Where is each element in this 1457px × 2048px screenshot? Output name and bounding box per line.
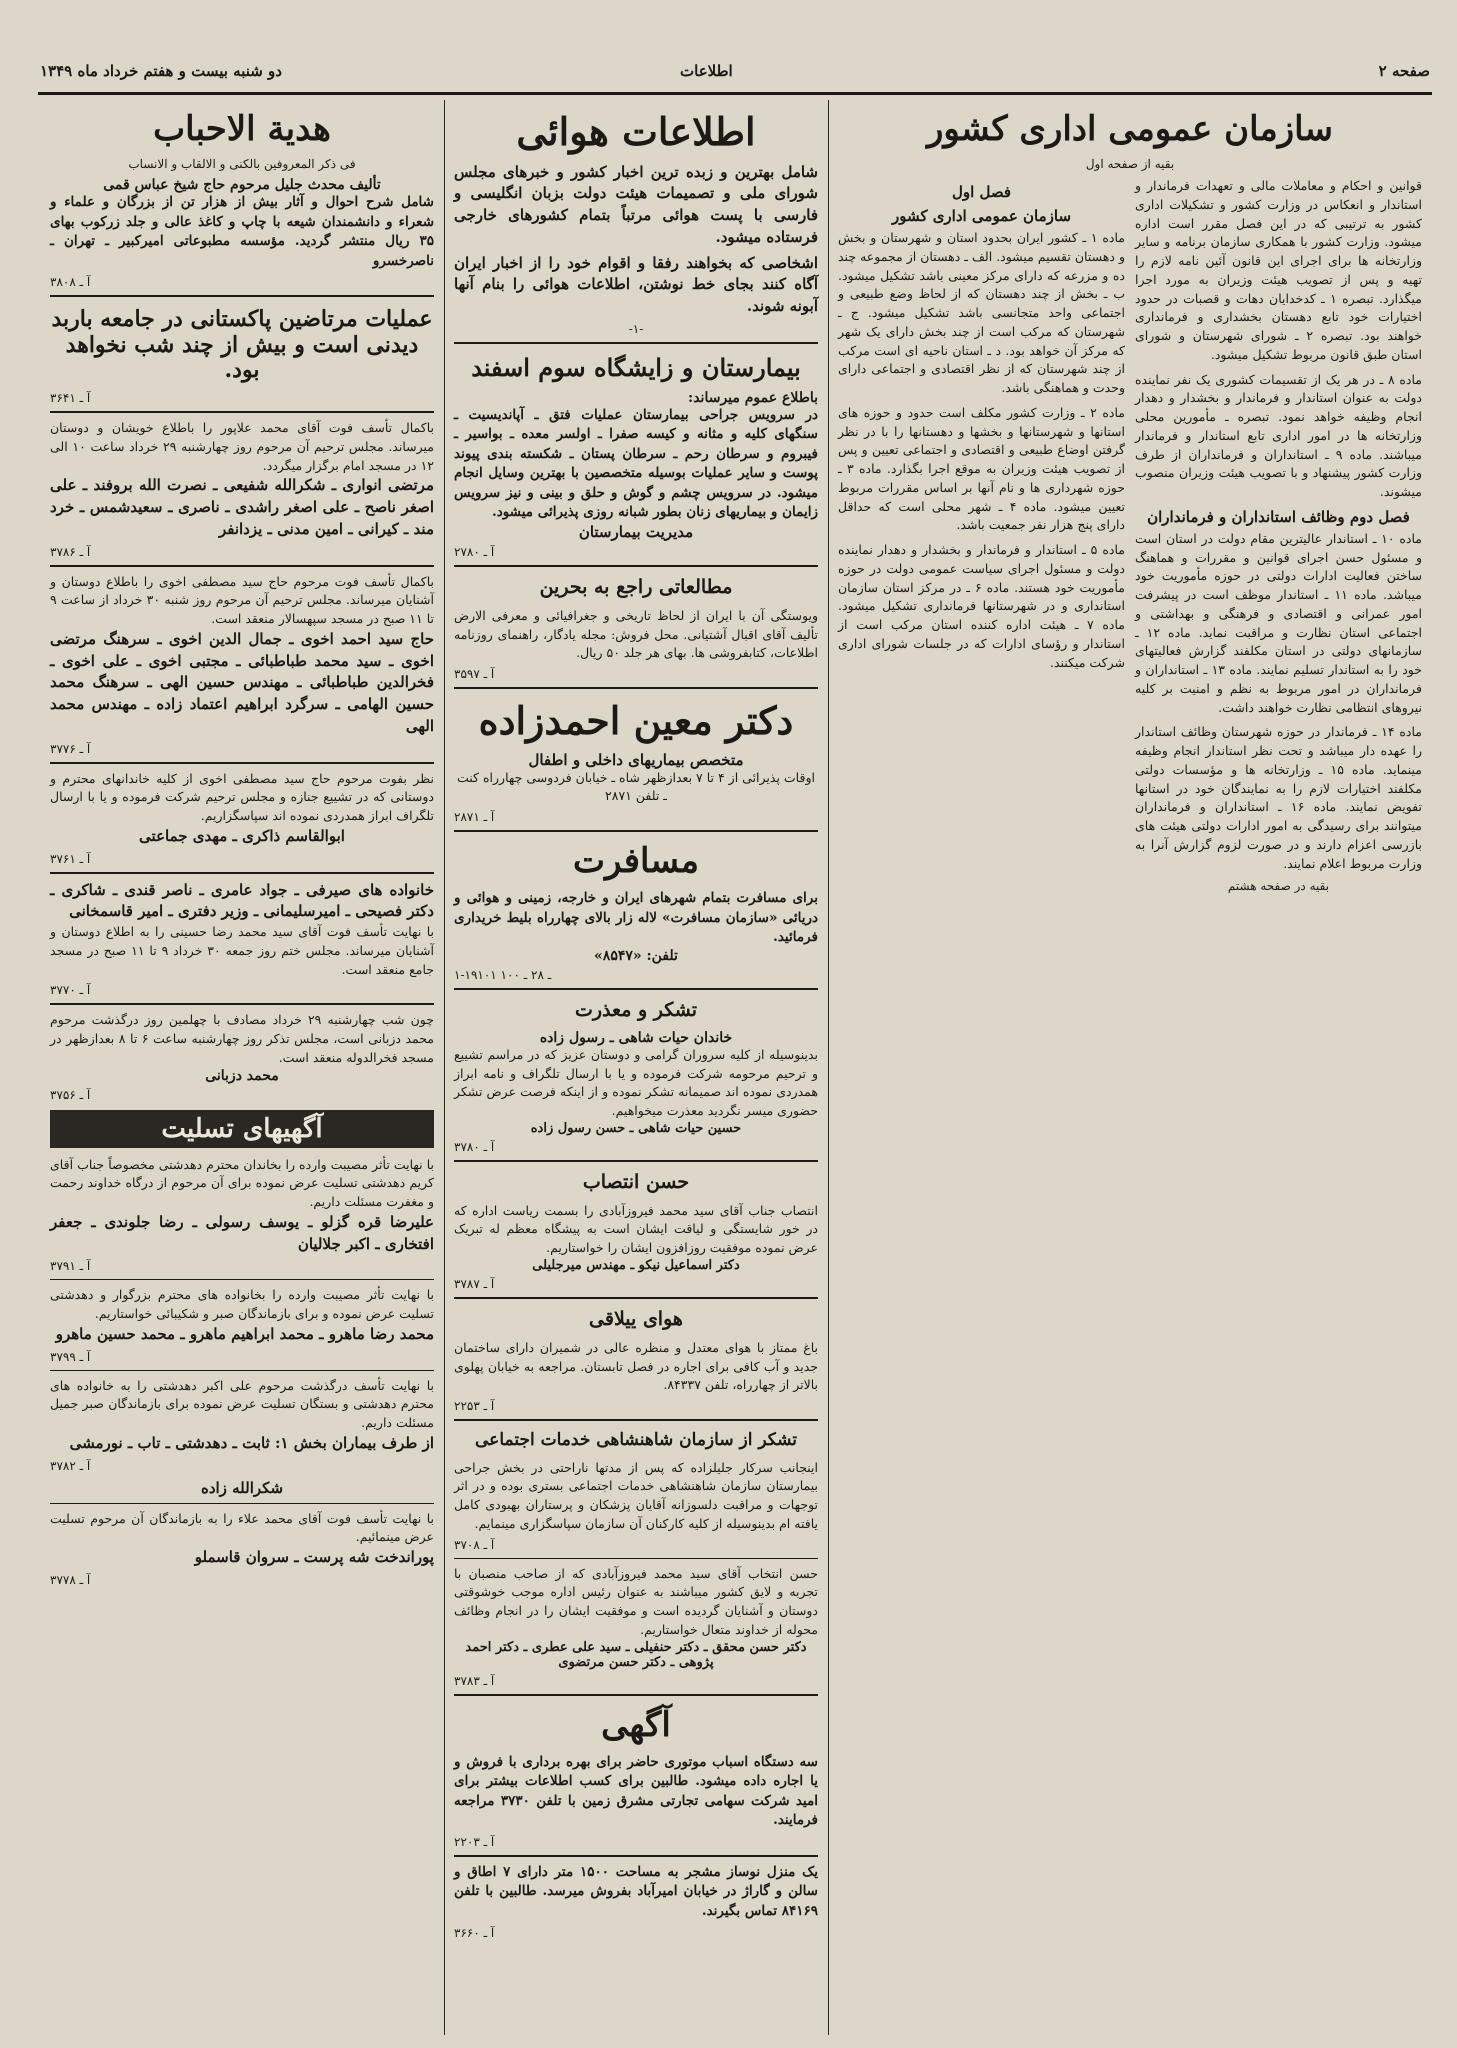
ad-code: ۱-۱۹۱۰۱ ـ ۲۸ ـ ۱۰۰ <box>454 967 552 982</box>
ad-title: حسن انتصاب <box>582 1170 690 1193</box>
ad-text: شامل بهترین و زبده ترین اخبار کشور و خبرهای مجلس شورای ملی و تصمیمات هیئت دولت بزبان انگلیسی و فارسی با پست هوائی مرتباً بتمام کشورهای خارجی فرستاده میشود. <box>454 162 818 246</box>
notice-signature: شکرالله زاده <box>200 1478 284 1497</box>
issue-date: دو شنبه بیست و هفتم خرداد ماه ۱۳۴۹ <box>40 62 282 80</box>
article-administration <box>828 100 1432 2035</box>
notice-names: خانواده های صیرفی ـ جواد عامری ـ ناصر قندی ـ شاکری ـ دکتر فصیحی ـ امیرسلیمانی ـ وزیر دفتری ـ امیر قاسمخانی <box>50 880 434 921</box>
ad-text: ویوستگی آن با ایران از لحاظ تاریخی و جغرافیائی و معرفی الارض تألیف آقای اقبال آشتیانی. محل فروش: مجله یادگار، راهنمای روزنامه اطلاعات، کتابفروشی ها. بهای هر جلد ۵۰ ریال. <box>454 607 818 661</box>
ad-code: آ ـ ۳۷۸۶ <box>50 544 91 559</box>
ad-title: دکتر معین احمدزاده <box>478 698 794 743</box>
notice-names: علیرضا قره گزلو ـ یوسف رسولی ـ رضا جلوندی ـ جعفر افتخاری ـ اکبر جلالیان <box>50 1212 434 1253</box>
notice-signature: محمد دزبانی <box>205 1067 279 1084</box>
ad-code: آ ـ ۲۷۸۰ <box>454 544 495 559</box>
ad-title: هدیة الاحباب <box>153 109 331 149</box>
ad-text: حسن انتخاب آقای سید محمد فیروزآبادی که از صاحب منصبان با تجربه و لایق کشور میباشند به عنوان رئیس اداره موجب خوشوقتی دوستان و آشنایان گردیده است و موفقیت ایشان را در انجام وظائف محوله از خداوند متعال خواستاریم. <box>454 1565 818 1637</box>
article-text: ماده ۱ ـ کشور ایران بحدود استان و شهرستان و بخش و دهستان تقسیم میشود. الف ـ دهستان از مجموعه چند ده و مزرعه که دارای مرکز معینی باشد تشکیل میشود. ب ـ بخش از چند دهستان که از لحاظ وضع طبیعی و اجتماعی واحد متجانسی باشد تشکیل میشود. ج ـ شهرستان که مرکب است از چند بخش دارای یک شهر که مرکز آن خواهد بود. د ـ استان ناحیه ای است مرکب از چند شهرستان که از نظر اقتصادی و اجتماعی دارای وحدت و هماهنگی باشد. <box>838 230 1125 396</box>
ad-title: تشکر و معذرت <box>575 998 697 1021</box>
ad-text: سه دستگاه اسباب موتوری حاضر برای بهره برداری با فروش و یا اجاره داده میشود. طالبین برای کسب اطلاعات بیشتر برای امید شرکت سهامی تجارتی مشرق زمین با تلفن ۳۷۳۰ مراجعه فرمایند. <box>454 1753 818 1829</box>
ad-code: آ ـ ۳۷۶۱ <box>50 851 91 866</box>
ad-code: آ ـ ۳۷۸۳ <box>454 1673 495 1688</box>
article-text: ماده ۱۰ ـ استاندار عالیترین مقام دولت در استان است و مسئول حسن اجرای قوانین و مقررات و هماهنگ ساختن فعالیت ادارات دولتی در حوزه مأموریت خود میباشد. ماده ۱۱ ـ استاندار موظف است در پیشرفت امور عمرانی و اقتصادی و فرهنگی و بهداشتی و اجتماعی استان نظارت و مراقبت نماید. ماده ۱۲ ـ سازمانهای دولتی در استان مکلفند گزارش فعالیتهای خود را به استاندار تسلیم نمایند. ماده ۱۳ ـ استانداران و فرمانداران در امور مربوط به نظم و امنیت بر کلیه نیروهای انتظامی نظارت خواهند داشت. <box>1135 530 1422 715</box>
ad-code: آ ـ ۳۷۹۱ <box>50 1259 91 1274</box>
ad-signature: دکتر اسماعیل نیکو ـ مهندس میرجلیلی <box>532 1257 740 1273</box>
ad-text: تألیف محدث جلیل مرحوم حاج شیخ عباس قمی <box>103 177 381 194</box>
ad-code: آ ـ ۳۷۹۹ <box>50 1349 91 1364</box>
notice-text: با نهایت تأثر مصیبت وارده را بخاندان محترم دهدشتی مخصوصاً جناب آقای کریم دهدشتی تسلیت عرض نموده برای آن مرحوم از درگاه خداوند رحمت و مغفرت مسئلت داریم. <box>50 1156 434 1210</box>
ad-text: بدینوسیله از کلیه سروران گرامی و دوستان عزیز که در مراسم تشییع و ترحیم مرحومه شرکت فرموده و یا با ارسال تلگراف و نامه ابراز همدردی نموده اند صمیمانه تشکر نموده و از اینکه فرصت عرض تشکر حضوری میسر نگردید معذرت میخواهیم. <box>454 1046 818 1119</box>
ad-text: اینجانب سرکار جلیلزاده که پس از مدتها ناراحتی در بخش جراحی بیمارستان سازمان شاهنشاهی خدمات اجتماعی بستری بوده و در اثر توجهات و مراقبت دلسوزانه آقایان پزشکان و پرستاران بهبودی کامل یافته ام بدینوسیله از کلیه کارکنان آن سازمان سپاسگزاری مینمایم. <box>454 1459 818 1531</box>
ad-text: شامل شرح احوال و آثار بیش از هزار تن از بزرگان و علماء و شعراء و دانشمندان شیعه با چاپ و کاغذ عالی و جلد زرکوب بهای ۳۵ ریال منتشر گردید. مؤسسه مطبوعاتی امیرکبیر ـ تهران ـ ناصرخسرو <box>50 194 434 269</box>
ads-left-column <box>40 100 444 2035</box>
article-text: ماده ۵ ـ استاندار و فرماندار و بخشدار و دهدار نماینده دولت و مسئول اجرای سیاست عمومی دولت در حوزه مأموریت خود هستند. ماده ۶ ـ در مرکز استان سازمان استانداری و در شهرستانها فرمانداری تشکیل میشود. ماده ۷ ـ هیئت اداره کننده استان مرکب است از استاندار و رؤسای ادارات که در جلسات شورای اداری شرکت میکنند. <box>838 542 1125 670</box>
notice-text: باکمال تأسف فوت مرحوم حاج سید مصطفی اخوی را باطلاع دوستان و آشنایان میرساند. مجلس ترحیم آن مرحوم روز شنبه ۳۰ خرداد از ساعت ۹ تا ۱۱ صبح در مسجد سپهسالار منعقد است. <box>50 573 434 627</box>
article-text: قوانین و احکام و معاملات مالی و تعهدات فرماندار و استاندار و انعکاس در وزارت کشور و تشکیلات اداری کشور به ترتیبی که در این فصل مقرر است اداره میشود. وزارت کشور با همکاری سازمان برنامه و سایر وزارتخانه ها برای اجرای این قانون آئین نامه لازم را تهیه و پس از تصویب هیئت وزیران به مورد اجرا میگذارد. تبصره ۱ ـ کدخدایان دهات و قصبات در حدود اختیارات خود تابع دهستان بخشداری و فرمانداری خواهند بود. تبصره ۲ ـ شورای شهرستان و شورای استان طبق قانون مربوط تشکیل میشود. <box>1135 178 1422 362</box>
notice-names: مرتضی انواری ـ شکرالله شفیعی ـ نصرت الله بروفند ـ علی اصغر ناصح ـ علی اصغر راشدی ـ ناصری ـ سعیدشمس ـ خرد مند ـ کیرانی ـ امین مدنی ـ یزدانفر <box>50 476 434 538</box>
ad-title: مسافرت <box>573 841 699 882</box>
notice-names: از طرف بیماران بخش ۱: ثابت ـ دهدشتی ـ تاب ـ نورمشی <box>69 1433 434 1452</box>
notice-names: محمد رضا ماهرو ـ محمد ابراهیم ماهرو ـ محمد حسین ماهرو <box>55 1324 434 1343</box>
ad-phone: تلفن: «۸۵۴۷» <box>594 947 678 964</box>
ad-text: باطلاع عموم میرساند: <box>688 389 818 406</box>
notice-names: پوراندخت شه پرست ـ سروان قاسملو <box>194 1548 434 1567</box>
notice-text: چون شب چهارشنبه ۲۹ خرداد مصادف با چهلمین روز درگذشت مرحوم محمد دزبانی است، مجلس تذکر روز چهارشنبه ساعت ۶ تا ۸ بعدازظهر در مسجد فخرالدوله منعقد است. <box>50 1012 434 1065</box>
ad-code: آ ـ ۳۵۹۷ <box>454 667 495 681</box>
notice-text: با نهایت تأثر مصیبت وارده را بخانواده های محترم بزرگوار و دهدشتی تسلیت عرض نموده و برای بازماندگان صبر و شکیبائی خواستاریم. <box>50 1287 434 1322</box>
ad-code: آ ـ ۳۷۸۷ <box>454 1276 495 1291</box>
ad-code: آ ـ ۳۸۰۸ <box>50 275 91 290</box>
notice-names: ابوالقاسم ذاکری ـ مهدی جماعتی <box>139 826 345 845</box>
ad-subtitle: فی ذکر المعروفین بالکنی و الالقاب و الانساب <box>128 157 356 172</box>
ad-code: آ ـ ۲۸۷۱ <box>454 810 495 825</box>
notice-text: با نهایت تأسف فوت آقای محمد علاء را به بازماندگان آن مرحوم تسلیت عرض مینمائیم. <box>50 1510 434 1545</box>
ad-text: باغ ممتاز با هوای معتدل و منظره عالی در شمیران دارای ساختمان جدید و آب کافی برای اجاره در فصل تابستان. مراجعه به خیابان پهلوی بالاتر از چهارراه، تلفن ۸۴۳۳۷. <box>454 1339 818 1393</box>
article-text: ماده ۸ ـ در هر یک از تقسیمات کشوری یک نفر نماینده دولت به عنوان استاندار و فرماندار و بخشدار و دهدار انجام وظیفه خواهد نمود. تبصره ـ مأمورین محلی وزارتخانه ها در امور اداری تابع استاندار و فرماندار میباشند. ماده ۹ ـ استانداران و فرمانداران از طرف وزارت کشور پیشنهاد و با تصویب هیئت وزیران منصوب میشوند. <box>1135 371 1422 500</box>
masthead <box>40 62 1430 86</box>
ad-text: اوقات پذیرائی از ۴ تا ۷ بعدازظهر شاه ـ خیابان فردوسی چهارراه کنت ـ تلفن ۲۸۷۱ <box>457 769 815 804</box>
continued-from: بقیه از صفحه اول <box>1085 157 1175 172</box>
notice-text: با نهایت تأسف درگذشت مرحوم علی اکبر دهدشتی را به خانواده های محترم دهدشتی و بستگان تسلیت عرض نموده برای بازماندگان صبر جمیل مسئلت داریم. <box>50 1377 434 1431</box>
ad-title: هوای ییلاقی <box>589 1307 683 1330</box>
ad-text: یک منزل نوساز مشجر به مساحت ۱۵۰۰ متر دارای ۷ اطاق و سالن و گاراژ در خیابان امیرآباد بفروش میرسد. طالبین با تلفن ۸۴۱۶۹ تماس بگیرند. <box>454 1863 818 1920</box>
notice-names: حاج سید احمد اخوی ـ جمال الدین اخوی ـ سرهنگ مرتضی اخوی ـ سید محمد طباطبائی ـ مجتبی اخوی ـ علی اخوی ـ فخرالدین طباطبائی ـ مهندس حسین الهی ـ سرهنگ محمد حسین الهامی ـ سرگرد ابراهیم اعتماد زاده ـ مهندس محمد الهی <box>50 629 434 735</box>
ad-subtitle: خاندان حیات شاهی ـ رسول زاده <box>539 1029 733 1046</box>
chapter-heading: فصل اول <box>951 183 1012 202</box>
notice-text: باکمال تأسف فوت آقای محمد علاپور را باطلاع خویشان و دوستان میرساند. مجلس ترحیم آن مرحوم روز چهارشنبه ۲۹ خرداد ساعت ۱۰ الی ۱۲ در مسجد امام برگزار میگردد. <box>50 420 434 473</box>
ad-code: آ ـ ۳۷۷۸ <box>50 1572 91 1587</box>
notice-text: با نهایت تأسف فوت آقای سید محمد رضا حسینی را به اطلاع دوستان و آشنایان میرساند. مجلس ختم روز جمعه ۳۰ خرداد ۹ تا ۱۱ صبح در مسجد جامع منعقد است. <box>50 924 434 977</box>
chapter-heading: فصل دوم وظائف استانداران و فرمانداران <box>1147 507 1410 526</box>
ad-code: آ ـ ۳۷۷۰ <box>50 983 91 998</box>
ad-code: آ ـ ۳۶۴۱ <box>50 391 91 406</box>
article-title: سازمان عمومی اداری کشور <box>927 109 1333 149</box>
masthead-rule <box>38 92 1432 95</box>
ad-code: آ ـ ۳۶۶۰ <box>454 1925 495 1940</box>
ad-signature: حسین حیات شاهی ـ حسن رسول زاده <box>530 1120 742 1136</box>
ads-middle-column <box>444 100 828 2035</box>
ad-code: آ ـ ۲۲۵۳ <box>454 1399 495 1413</box>
page-number: صفحه ۲ <box>1378 62 1430 80</box>
newspaper-name: اطلاعات <box>680 62 733 80</box>
notice-text: نظر بفوت مرحوم حاج سید مصطفی اخوی از کلیه خاندانهای محترم و دوستانی که در تشییع جنازه و مجلس ترحیم شرکت فرموده و یا با ارسال تلگراف ابراز همدردی نموده اند سپاسگزاریم. <box>50 770 434 824</box>
article-text: ماده ۱۴ ـ فرماندار در حوزه شهرستان وظائف استاندار را عهده دار میباشد و تحت نظر استاندار انجام وظیفه مینماید. ماده ۱۵ ـ وزارتخانه ها و مؤسسات دولتی مکلفند اختیارات لازم را به نمایندگان خود در استانها تفویض نمایند. ماده ۱۶ ـ استانداران و فرمانداران میتوانند برای رسیدگی به امور ادارات دولتی هیئت های بازرسی اعزام دارند و در صورت لزوم گزارش آنرا به وزارت مربوط اعلام نمایند. <box>1135 724 1423 871</box>
ad-title: اطلاعات هوائی <box>516 109 756 154</box>
ad-title: بیمارستان و زایشگاه سوم اسفند <box>471 352 801 382</box>
chapter-subheading: سازمان عمومی اداری کشور <box>891 207 1072 226</box>
ad-signature: مدیریت بیمارستان <box>578 522 694 541</box>
ad-code: -۱- <box>628 321 644 336</box>
ad-code: آ ـ ۳۷۵۶ <box>50 1087 91 1102</box>
ad-code: آ ـ ۳۷۰۸ <box>454 1537 495 1552</box>
ad-title: مطالعاتی راجع به بحرین <box>539 575 733 598</box>
condolence-band: آگهیهای تسلیت <box>50 1110 434 1148</box>
ad-text: برای مسافرت بتمام شهرهای ایران و خارجه، زمینی و هوائی و دریائی «سازمان مسافرت» لاله زار بالای چهارراه بلیط خریداری فرمائید. <box>454 890 818 946</box>
ad-text: انتصاب جناب آقای سید محمد فیروزآبادی را بسمت ریاست اداره که در خور شایستگی و لیاقت ایشان است به پیشگاه معظم له تبریک عرض نموده موفقیت روزافزون ایشان را خواستاریم. <box>454 1202 818 1256</box>
ad-title: آگهی <box>601 1704 671 1745</box>
ad-code: آ ـ ۳۷۷۶ <box>50 741 91 756</box>
ad-text: در سرویس جراحی بیمارستان عملیات فتق ـ آپاندیسیت ـ سنگهای کلیه و مثانه و کیسه صفرا ـ اولسر معده ـ بواسیر ـ فیبروم و سرطان رحم ـ سرطان پستان ـ شکسته بندی پیوند پوست و سایر عملیات بوسیله متخصصین با بهترین وسایل انجام میشود. در سرویس چشم و گوش و حلق و بینی و نیز سرویس زایمان و بیماریهای زنان بطور شبانه روزی پذیرائی میشود. <box>454 406 818 521</box>
article-subcolumns <box>838 177 1422 899</box>
continued-to: بقیه در صفحه هشتم <box>1227 879 1330 894</box>
ad-text: متخصص بیماریهای داخلی و اطفال <box>528 750 744 769</box>
ad-signature: دکتر حسن محقق ـ دکتر حنفیلی ـ سید علی عطری ـ دکتر احمد پژوهی ـ دکتر حسن مرتضوی <box>465 1639 807 1670</box>
ad-code: آ ـ ۳۷۸۰ <box>454 1139 495 1154</box>
ad-code: آ ـ ۲۲۰۳ <box>454 1834 495 1849</box>
ad-code: آ ـ ۳۷۸۲ <box>50 1458 91 1473</box>
article-text: ماده ۲ ـ وزارت کشور مکلف است حدود و حوزه های استانها و شهرستانها و بخشها و دهستانها را با در نظر گرفتن اوضاع طبیعی و اقتصادی و اجتماعی تعیین و پس از تصویب هیئت وزیران به موقع اجرا بگذارد. ماده ۳ ـ حوزه شهرداری ها و نام آنها بر اساس مقررات مربوط تعیین میشود. ماده ۴ ـ شهر محلی است که حداقل دارای پنج هزار نفر جمعیت باشد. <box>838 404 1126 533</box>
ad-title: عملیات مرتاضین پاکستانی در جامعه باربد دیدنی است و بیش از چند شب نخواهد بود. <box>51 306 433 383</box>
ad-text: اشخاصی که بخواهند رفقا و اقوام خود را از اخبار ایران آگاه کنند بجای خط نوشتن، اطلاعات هوائی را بنام آنها آبونه شوند. <box>454 253 818 316</box>
ad-title: تشکر از سازمان شاهنشاهی خدمات اجتماعی <box>475 1430 797 1450</box>
